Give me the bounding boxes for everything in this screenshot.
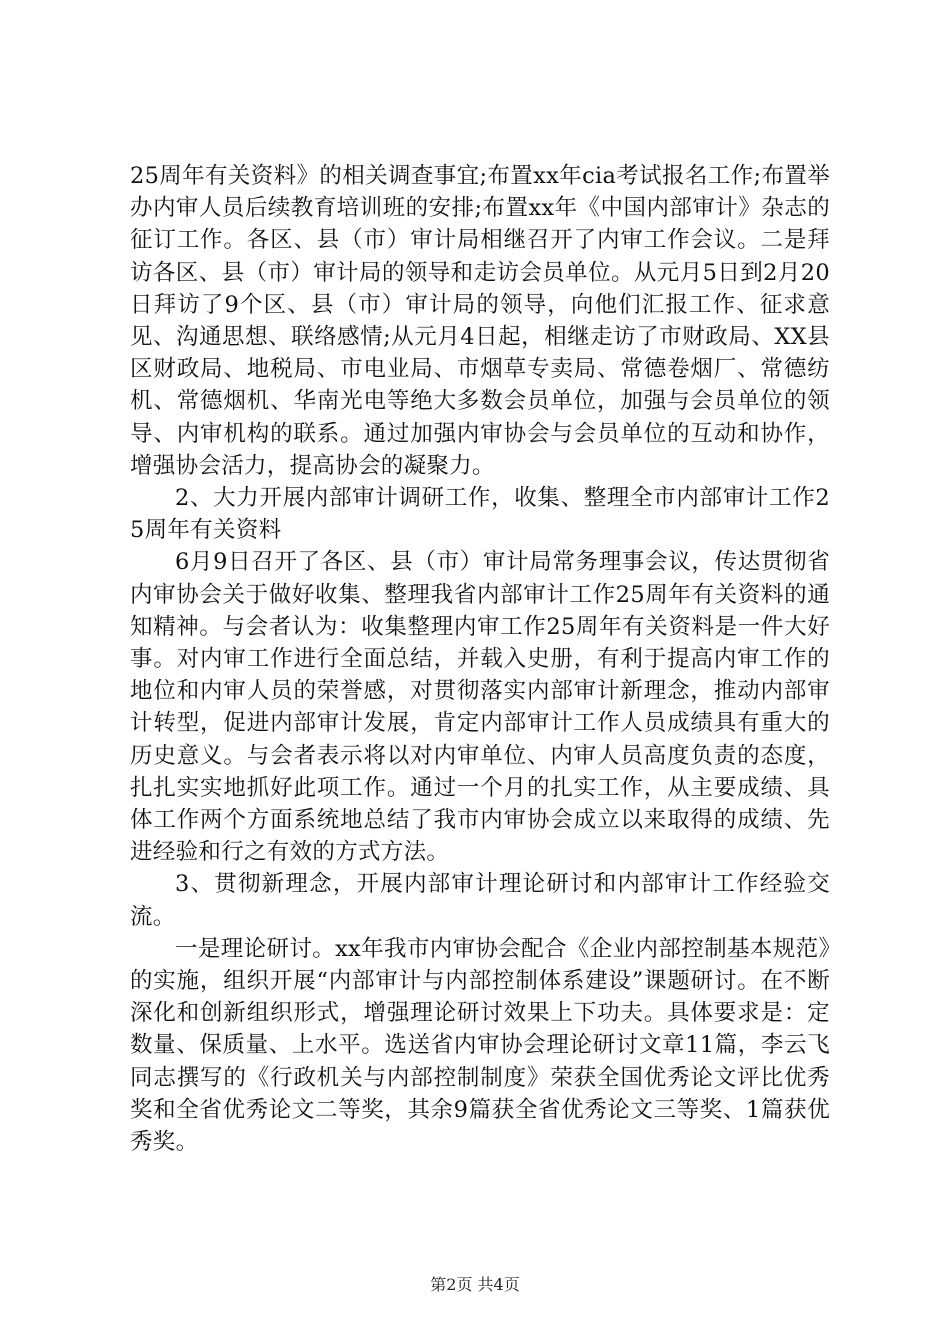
paragraph-1: 25周年有关资料》的相关调查事宜;布置xx年cia考试报名工作;布置举办内审人员后续教育培训班的安排;布置xx年《中国内部审计》杂志的征订工作。各区、县（市）审计局相继召开了内审工作会议。二是拜访各区、县（市）审计局的领导和走访会员单位。从元月5日到2月20日拜访了9个区、县（市）审计局的领导，向他们汇报工作、征求意见、沟通思想、联络感情;从元月4日起，相继走访了市财政局、XX县区财政局、地税局、市电业局、市烟草专卖局、常德卷烟厂、常德纺机、常德烟机、华南光电等绝大多数会员单位，加强与会员单位的领导、内审机构的联系。通过加强内审协会与会员单位的互动和协作，增强协会活力，提高协会的凝聚力。 (130, 163, 830, 479)
paragraph-2-heading: 2、大力开展内部审计调研工作，收集、整理全市内部审计工作25周年有关资料 (130, 485, 830, 544)
paragraph-5: 一是理论研讨。xx年我市内审协会配合《企业内部控制基本规范》的实施，组织开展“内部审计与内部控制体系建设”课题研讨。在不断深化和创新组织形式，增强理论研讨效果上下功夫。具体要求是：定数量、保质量、上水平。选送省内审协会理论研讨文章11篇，李云飞同志撰写的《行政机关与内部控制制度》荣获全国优秀论文评比优秀奖和全省优秀论文二等奖，其余9篇获全省优秀论文三等奖、1篇获优秀奖。 (130, 935, 830, 1156)
document-body (130, 160, 830, 1158)
page-number-footer: 第2页 共4页 (430, 1275, 520, 1294)
paragraph-4-heading: 3、贯彻新理念，开展内部审计理论研讨和内部审计工作经验交流。 (130, 871, 830, 930)
paragraph-3: 6月9日召开了各区、县（市）审计局常务理事会议，传达贯彻省内审协会关于做好收集、整理我省内部审计工作25周年有关资料的通知精神。与会者认为：收集整理内审工作25周年有关资料是一件大好事。对内审工作进行全面总结，并载入史册，有利于提高内审工作的地位和内审人员的荣誉感，对贯彻落实内部审计新理念，推动内部审计转型，促进内部审计发展，肯定内部审计工作人员成绩具有重大的历史意义。与会者表示将以对内审单位、内审人员高度负责的态度，扎扎实实地抓好此项工作。通过一个月的扎实工作，从主要成绩、具体工作两个方面系统地总结了我市内审协会成立以来取得的成绩、先进经验和行之有效的方式方法。 (130, 549, 830, 866)
